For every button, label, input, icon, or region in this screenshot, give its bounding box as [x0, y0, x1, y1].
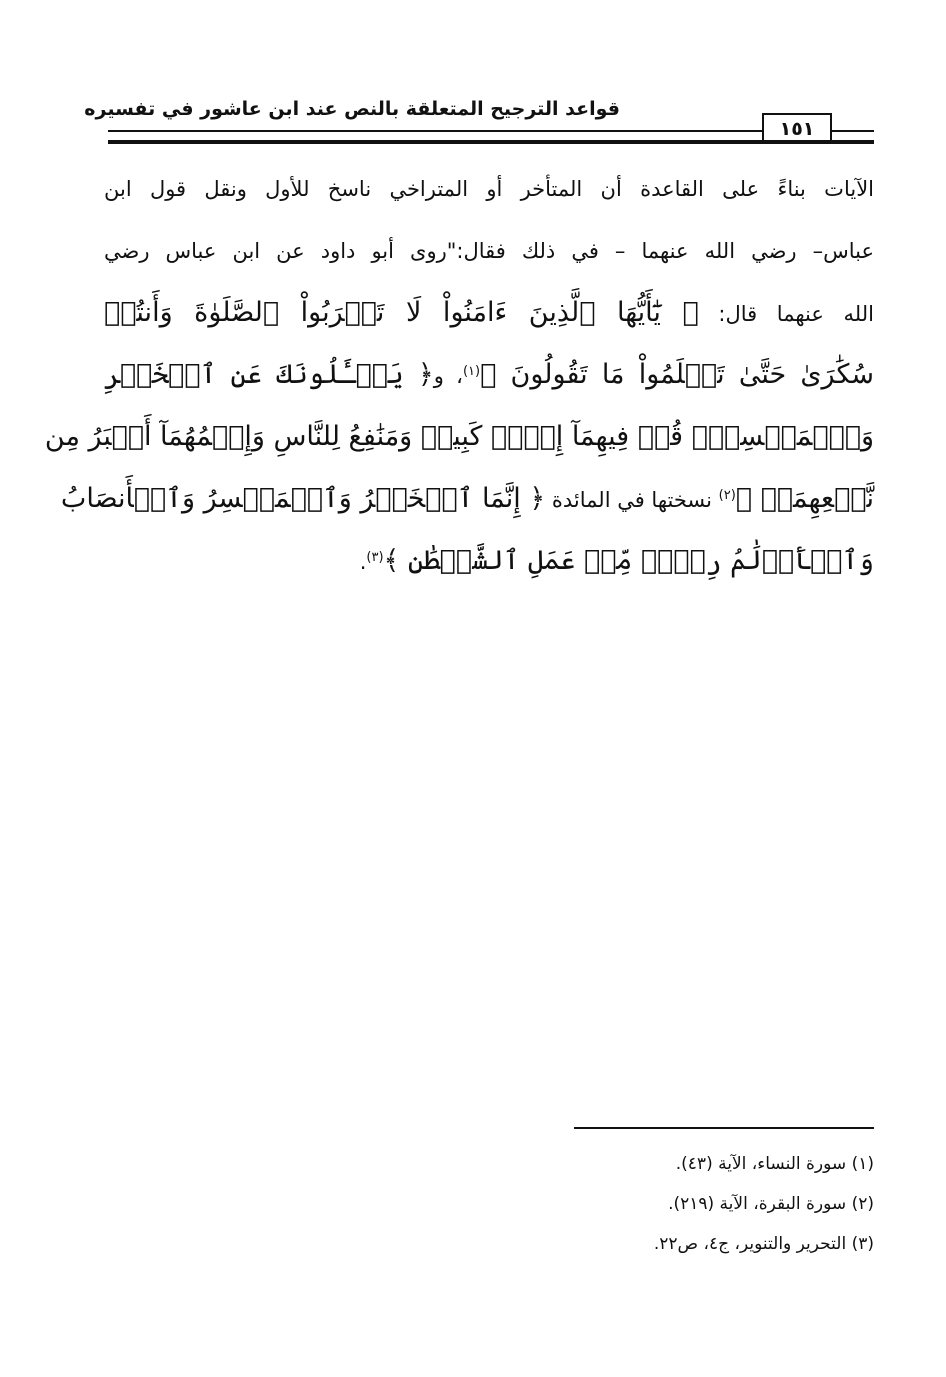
text-line: [60, 468, 874, 530]
header-rule-thick: [108, 140, 874, 144]
text-line: [104, 158, 874, 220]
quran-verse: سُكَٰرَىٰ حَتَّىٰ تَعۡلَمُواْ مَا تَقُولُونَ ﴾: [480, 359, 874, 390]
page-number: ١٥١: [762, 113, 832, 143]
text-line: [104, 530, 874, 592]
text-line: [104, 220, 874, 282]
footnote-3: (٣) التحرير والتنوير، ج٤، ص٢٢.: [653, 1234, 874, 1254]
footnote-ref: (٢): [718, 488, 736, 503]
header-rule: [108, 130, 762, 132]
body-paragraph: [44, 158, 874, 592]
footnote-ref: (١): [462, 364, 481, 379]
text-run: ، و: [433, 364, 463, 388]
footnote-separator: [574, 1127, 874, 1129]
text-run: الله عنهما قال:: [698, 302, 874, 326]
footnotes: [400, 1144, 874, 1264]
quran-verse: وَٱلۡأَزۡلَٰمُ رِجۡسٞ مِّنۡ عَمَلِ ٱلشَّيۡطَٰنِ ﴾: [383, 545, 874, 576]
text-run: عباس– رضي الله عنهما – في ذلك فقال:"روى أبو داود عن ابن عباس رضي: [104, 239, 874, 263]
quran-verse: ﴿ يَٰٓأَيُّهَا ٱلَّذِينَ ءَامَنُواْ لَا تَقۡرَبُواْ ٱلصَّلَوٰةَ وَأَنتُمۡ: [104, 297, 699, 328]
footnote-1: (١) سورة النساء، الآية (٤٣).: [675, 1154, 874, 1174]
quran-verse: ﴿ يَسۡـَٔلُونَكَ عَنِ ٱلۡخَمۡرِ: [104, 359, 434, 390]
quran-verse: وَٱلۡمَيۡسِرِۖ قُلۡ فِيهِمَآ إِثۡمٞ كَبِيرٞ وَمَنَٰفِعُ لِلنَّاسِ وَإِثۡمُهُمَآ أَكۡبَرُ مِن: [44, 421, 874, 452]
text-line: [44, 406, 874, 468]
quran-verse: نَّفۡعِهِمَاۗ ﴾: [735, 483, 874, 514]
footnote-ref: (٣): [366, 550, 384, 565]
footnote-2: (٢) سورة البقرة، الآية (٢١٩).: [668, 1194, 874, 1214]
header-rule: [832, 130, 874, 132]
text-line: [104, 282, 874, 344]
text-run: نسختها في المائدة: [545, 488, 719, 512]
text-run: الآيات بناءً على القاعدة أن المتأخر أو المتراخي ناسخ للأول ونقل قول ابن: [104, 177, 874, 201]
running-title: قواعد الترجيح المتعلقة بالنص عند ابن عاشور في تفسيره: [84, 98, 620, 120]
text-line: [104, 344, 874, 406]
quran-verse: ﴿ إِنَّمَا ٱلۡخَمۡرُ وَٱلۡمَيۡسِرُ وَٱلۡأَنصَابُ: [60, 483, 546, 514]
text-run: .: [359, 550, 367, 574]
